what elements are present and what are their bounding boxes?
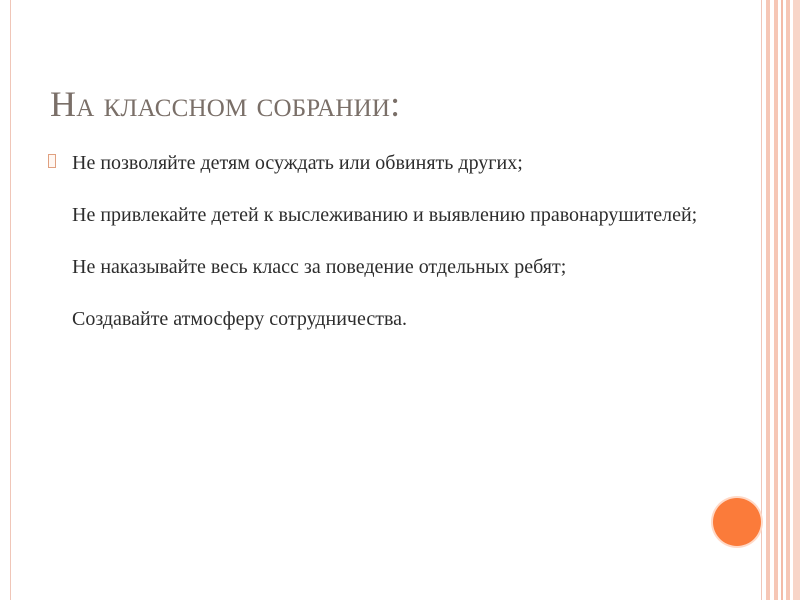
decorative-band: [786, 0, 790, 600]
bullet-text: Не наказывайте весь класс за поведение отдельных ребят;: [72, 256, 567, 278]
bullet-item: [48, 302, 698, 336]
decorative-band: [781, 0, 783, 600]
bullet-item: [48, 250, 698, 284]
bullet-text: Не позволяйте детям осуждать или обвинять других;: [72, 152, 523, 174]
bullet-item: [48, 146, 698, 180]
accent-circle: [713, 498, 761, 546]
decorative-band: [793, 0, 800, 600]
bullet-list: [48, 146, 698, 354]
bullet-marker-icon: [48, 154, 56, 168]
bullet-text: Не привлекайте детей к выслеживанию и выявлению правонарушителей;: [72, 204, 698, 226]
bullet-item: [48, 198, 698, 232]
bullet-text: Создавайте атмосферу сотрудничества.: [72, 308, 408, 330]
slide-title: На классном собрании:: [50, 84, 401, 124]
decorative-band: [766, 0, 770, 600]
decorative-band: [774, 0, 778, 600]
